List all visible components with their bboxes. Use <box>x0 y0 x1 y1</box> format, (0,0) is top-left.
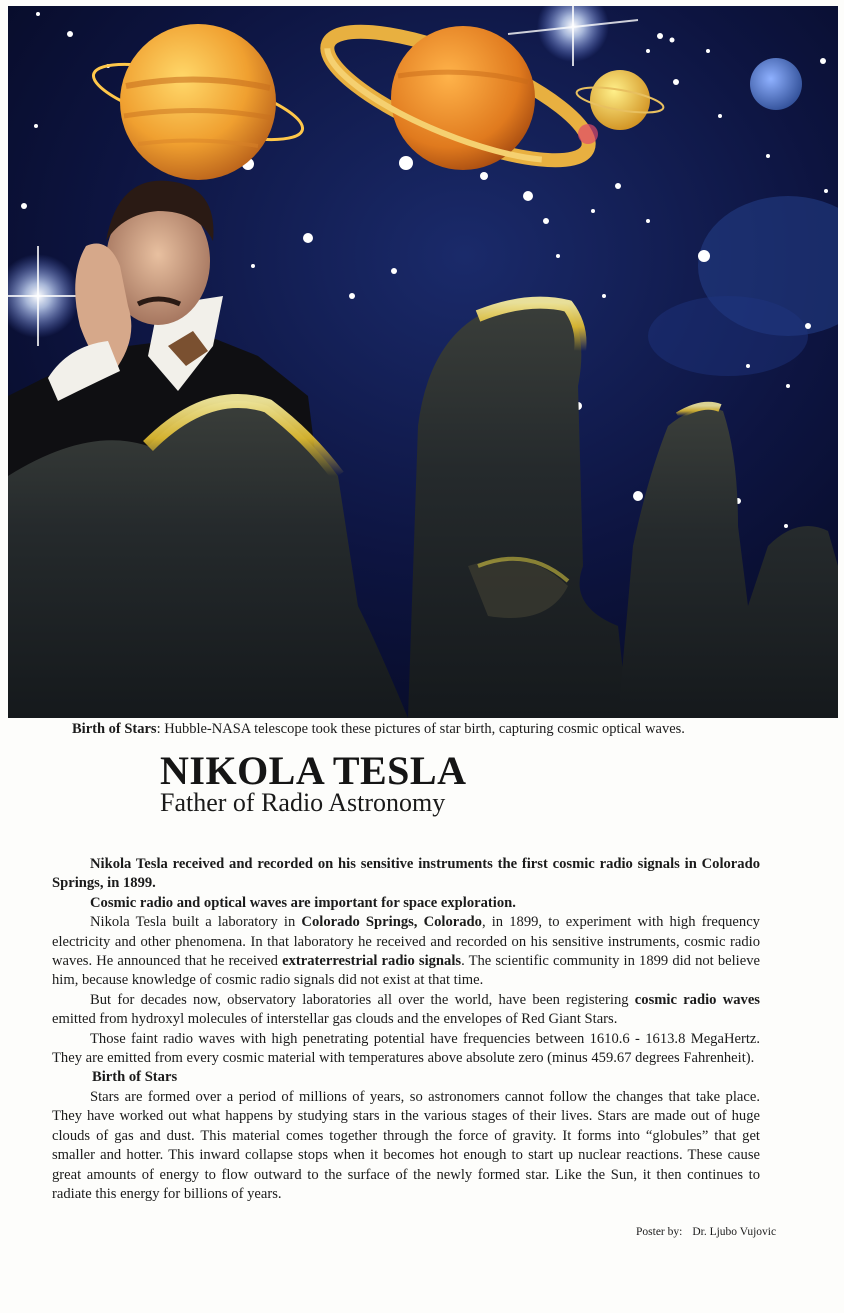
paragraph-laboratory <box>52 913 760 991</box>
lead-paragraph-2: Cosmic radio and optical waves are important for space exploration. <box>90 894 516 911</box>
p1-text-e: . The scientific community in 1899 did not believe him, because knowledge of cosmic radio signals did not exist at that time. <box>52 953 760 989</box>
caption-bold-title: Birth of Stars <box>72 721 157 737</box>
p1-text-c: , in 1899, to experiment with high frequency electricity and other phenomena. In that laboratory he received and recorded on his sensitive instruments, cosmic radio waves. He announced that he received <box>52 914 760 970</box>
p2-text-c: emitted from hydroxyl molecules of interstellar gas clouds and the envelopes of Red Giant Stars. <box>52 1011 618 1028</box>
p1-text-a: Nikola Tesla built a laboratory in <box>90 914 302 931</box>
poster-credit <box>636 1226 776 1238</box>
page-title: NIKOLA TESLA <box>160 748 467 793</box>
credit-label: Poster by: <box>636 1226 683 1238</box>
image-caption <box>72 721 792 738</box>
paragraph-frequencies: Those faint radio waves with high penetrating potential have frequencies between 1610.6 - 1613.8 MegaHertz. They are emitted from every cosmic material with temperatures above absolute zero (minus 459.67 degrees Fahrenheit). <box>52 1030 760 1067</box>
page-subtitle: Father of Radio Astronomy <box>160 788 446 817</box>
paragraph-star-formation: Stars are formed over a period of millions of years, so astronomers cannot follow the changes that take place. They have worked out what happens by studying stars in the various stages of their lives. Stars are made out of huge clouds of gas and dust. This material comes together through the force of gravity. It forms into “globules” that get smaller and hotter. This inward collapse stops when it becomes hot enough to start up nuclear reactions. These cause great amounts of energy to flow outward to the surface of the newly formed star. Like the Sun, it then continues to radiate this energy for billions of years. <box>52 1088 760 1202</box>
credit-author: Dr. Ljubo Vujovic <box>692 1226 777 1238</box>
caption-text: : Hubble-NASA telescope took these pictures of star birth, capturing cosmic optical waves. <box>156 721 685 737</box>
space-illustration <box>8 6 838 718</box>
poster-image <box>8 6 838 718</box>
lead-paragraph-1: Nikola Tesla received and recorded on his sensitive instruments the first cosmic radio signals in Colorado Springs, in 1899. <box>52 856 760 892</box>
p1-bold-signals: extraterrestrial radio signals <box>282 953 462 970</box>
section-heading-birth-of-stars: Birth of Stars <box>92 1069 178 1086</box>
article-body <box>52 855 760 1204</box>
planet-neptune <box>750 58 802 110</box>
p1-bold-location: Colorado Springs, Colorado <box>301 914 482 931</box>
p2-text-a: But for decades now, observatory laboratories all over the world, have been registering <box>90 991 635 1008</box>
paragraph-observatories <box>52 991 760 1030</box>
p2-bold-waves: cosmic radio waves <box>634 991 760 1008</box>
